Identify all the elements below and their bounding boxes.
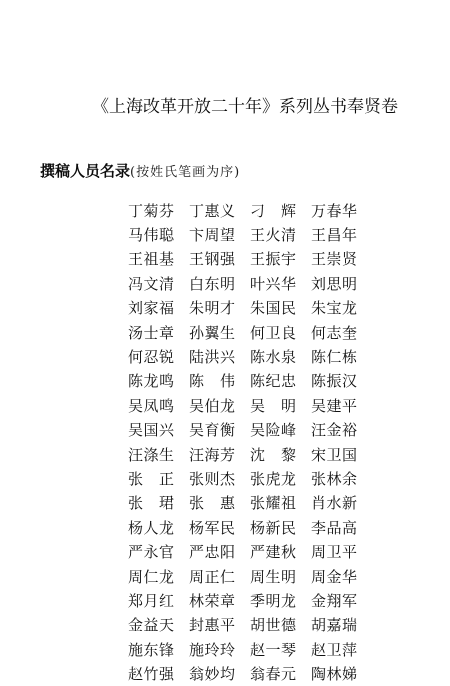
author-name: 宋卫国: [311, 445, 358, 464]
author-name: 杨人龙: [128, 518, 175, 537]
name-row: [128, 296, 373, 320]
author-name: 吴国兴: [128, 421, 175, 440]
name-row: [128, 271, 373, 295]
author-name: 汪涤生: [128, 445, 175, 464]
section-note: (按姓氏笔画为序): [130, 165, 241, 180]
author-name: 吴建平: [311, 396, 358, 415]
author-name: 吴 明: [250, 396, 297, 415]
author-name: 周正仁: [189, 567, 236, 586]
author-name: 金翔军: [311, 591, 358, 610]
name-row: [128, 247, 373, 271]
author-name: 孙翼生: [189, 323, 236, 342]
author-name: 马伟聪: [128, 226, 175, 245]
author-name: 胡嘉瑞: [311, 616, 358, 635]
author-name: 周卫平: [311, 543, 358, 562]
author-name: 郑月红: [128, 591, 175, 610]
section-label: 撰稿人员名录: [40, 162, 131, 180]
author-name: 王祖基: [128, 250, 175, 269]
author-name: 朱国民: [250, 299, 297, 318]
name-row: [128, 539, 373, 563]
name-row: [128, 564, 373, 588]
author-name: 周仁龙: [128, 567, 175, 586]
author-name: 陈 伟: [189, 372, 236, 391]
author-name: 陈水泉: [250, 348, 297, 367]
name-row: [128, 515, 373, 539]
author-name: 周生明: [250, 567, 297, 586]
author-name: 丁惠义: [189, 201, 236, 220]
author-name: 陈仁栋: [311, 348, 358, 367]
name-row: [128, 222, 373, 246]
author-name-list: [128, 198, 373, 686]
author-name: 何卫良: [250, 323, 297, 342]
author-name: 朱明才: [189, 299, 236, 318]
author-name: 王崇贤: [311, 250, 358, 269]
author-name: 王火清: [250, 226, 297, 245]
author-name: 林荣章: [189, 591, 236, 610]
author-name: 陈龙鸣: [128, 372, 175, 391]
author-name: 张耀祖: [250, 494, 297, 513]
author-name: 胡世德: [250, 616, 297, 635]
author-name: 张则杰: [189, 469, 236, 488]
author-name: 冯文清: [128, 274, 175, 293]
author-name: 汪金裕: [311, 421, 358, 440]
author-name: 王昌年: [311, 226, 358, 245]
author-name: 金益天: [128, 616, 175, 635]
name-row: [128, 369, 373, 393]
name-row: [128, 491, 373, 515]
name-row: [128, 588, 373, 612]
author-name: 丁菊芬: [128, 201, 175, 220]
name-row: [128, 418, 373, 442]
name-row: [128, 198, 373, 222]
author-name: 赵竹强: [128, 665, 175, 684]
author-name: 沈 黎: [250, 445, 297, 464]
name-row: [128, 320, 373, 344]
author-name: 王钢强: [189, 250, 236, 269]
author-name: 张 珺: [128, 494, 175, 513]
name-row: [128, 613, 373, 637]
author-name: 卞周望: [189, 226, 236, 245]
author-name: 白东明: [189, 274, 236, 293]
author-name: 张 正: [128, 469, 175, 488]
author-name: 汤士章: [128, 323, 175, 342]
author-name: 杨军民: [189, 518, 236, 537]
author-name: 赵一琴: [250, 640, 297, 659]
author-name: 吴凤鸣: [128, 396, 175, 415]
author-name: 吴险峰: [250, 421, 297, 440]
author-name: 翁春元: [250, 665, 297, 684]
author-name: 赵卫萍: [311, 640, 358, 659]
author-name: 刘思明: [311, 274, 358, 293]
author-name: 叶兴华: [250, 274, 297, 293]
author-name: 张林余: [311, 469, 358, 488]
name-row: [128, 661, 373, 685]
author-name: 朱宝龙: [311, 299, 358, 318]
author-name: 杨新民: [250, 518, 297, 537]
book-series-title: 《上海改革开放二十年》系列丛书奉贤卷: [92, 97, 398, 117]
author-name: 何忍锐: [128, 348, 175, 367]
author-name: 何志奎: [311, 323, 358, 342]
author-name: 吴伯龙: [189, 396, 236, 415]
author-name: 李品高: [311, 518, 358, 537]
author-name: 施玲玲: [189, 640, 236, 659]
author-name: 万春华: [311, 201, 358, 220]
author-name: 封惠平: [189, 616, 236, 635]
name-row: [128, 466, 373, 490]
author-name: 严建秋: [250, 543, 297, 562]
author-name: 严永官: [128, 543, 175, 562]
author-name: 施东锋: [128, 640, 175, 659]
author-name: 季明龙: [250, 591, 297, 610]
section-header: [40, 160, 240, 181]
author-name: 刘家福: [128, 299, 175, 318]
author-name: 翁妙均: [189, 665, 236, 684]
author-name: 汪海芳: [189, 445, 236, 464]
author-name: 刁 辉: [250, 201, 297, 220]
name-row: [128, 344, 373, 368]
author-name: 陶林娣: [311, 665, 358, 684]
author-name: 张虎龙: [250, 469, 297, 488]
author-name: 陈振汉: [311, 372, 358, 391]
name-row: [128, 442, 373, 466]
author-name: 严忠阳: [189, 543, 236, 562]
author-name: 肖水新: [311, 494, 358, 513]
author-name: 陈纪忠: [250, 372, 297, 391]
author-name: 吴育衡: [189, 421, 236, 440]
author-name: 张 惠: [189, 494, 236, 513]
author-name: 陆洪兴: [189, 348, 236, 367]
name-row: [128, 637, 373, 661]
author-name: 周金华: [311, 567, 358, 586]
name-row: [128, 393, 373, 417]
author-name: 王振宇: [250, 250, 297, 269]
